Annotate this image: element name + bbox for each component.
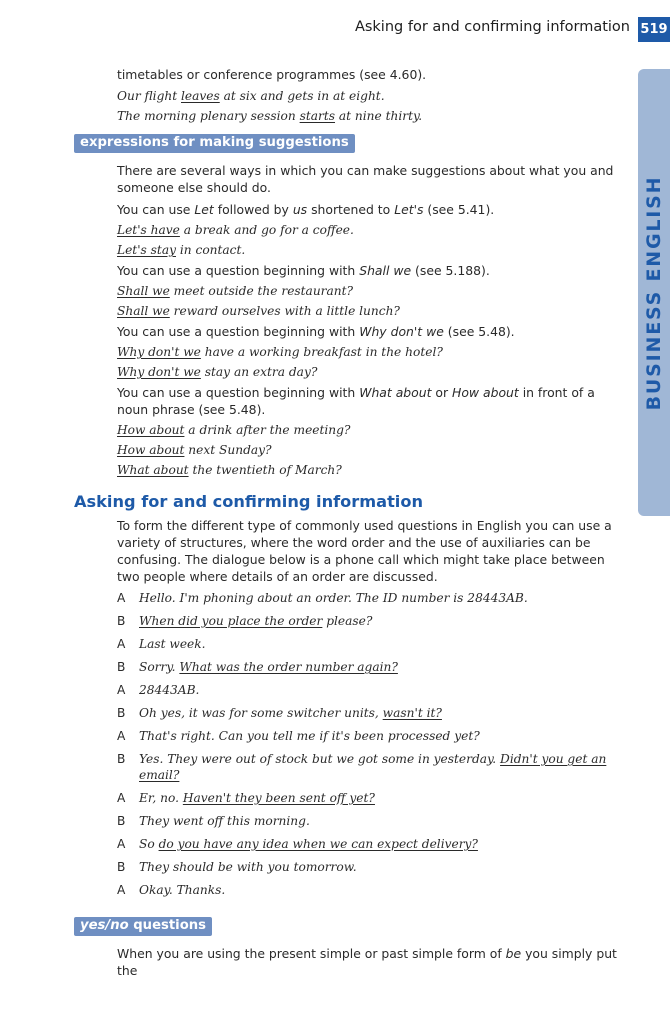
example-sentence: Shall we meet outside the restaurant?: [117, 284, 354, 298]
speaker-label: B: [117, 860, 126, 874]
speaker-label: B: [117, 660, 126, 674]
subheading-badge-suggestions: expressions for making suggestions: [74, 134, 355, 153]
running-header-title: Asking for and confirming information: [354, 19, 630, 35]
side-tab-label: BUSINESS ENGLISH: [643, 175, 665, 410]
dialogue-line: A Last week.: [117, 637, 206, 651]
example-sentence: Our flight leaves at six and gets in at eight.: [117, 89, 385, 103]
example-sentence: Let's stay in contact.: [117, 243, 246, 257]
dialogue-line: B They went off this morning.: [117, 814, 310, 828]
section-side-tab: [638, 69, 670, 516]
speaker-label: A: [117, 591, 126, 605]
dialogue-line: B When did you place the order please?: [117, 614, 373, 628]
dialogue-line: A Er, no. Haven't they been sent off yet?: [117, 791, 375, 805]
dialogue-line: A Hello. I'm phoning about an order. The ID number is 28443AB.: [117, 591, 528, 605]
example-sentence: How about a drink after the meeting?: [117, 423, 351, 437]
yes-no-paragraph: When you are using the present simple or past simple form of be you simply put the: [117, 946, 617, 978]
subheading-badge-yes-no: yes/no questions: [74, 917, 212, 936]
dialogue-line: B They should be with you tomorrow.: [117, 860, 357, 874]
rule-why-dont-we: You can use a question beginning with Why don't we (see 5.48).: [117, 324, 515, 339]
speaker-label: B: [117, 706, 126, 720]
speaker-label: A: [117, 837, 126, 851]
speaker-label: A: [117, 883, 126, 897]
continued-paragraph: timetables or conference programmes (see 4.60).: [117, 67, 427, 82]
speaker-label: A: [117, 683, 126, 697]
rule-let: You can use Let followed by us shortened to Let's (see 5.41).: [117, 202, 495, 217]
speaker-label: A: [117, 729, 126, 743]
example-sentence: Let's have a break and go for a coffee.: [117, 223, 354, 237]
speaker-label: A: [117, 637, 126, 651]
dialogue-line: A That's right. Can you tell me if it's been processed yet?: [117, 729, 480, 743]
speaker-label: A: [117, 791, 126, 805]
speaker-label: B: [117, 752, 126, 766]
example-sentence: Why don't we have a working breakfast in the hotel?: [117, 345, 443, 359]
speaker-label: B: [117, 614, 126, 628]
example-sentence: The morning plenary session starts at nine thirty.: [117, 109, 423, 123]
dialogue-line: B Oh yes, it was for some switcher units, wasn't it?: [117, 706, 442, 720]
example-sentence: What about the twentieth of March?: [117, 463, 342, 477]
dialogue-line: B Sorry. What was the order number again?: [117, 660, 398, 674]
dialogue-line: A Okay. Thanks.: [117, 883, 226, 897]
example-sentence: Shall we reward ourselves with a little lunch?: [117, 304, 400, 318]
page-number-badge: 519: [638, 17, 670, 42]
dialogue-line: A So do you have any idea when we can expect delivery?: [117, 837, 478, 851]
asking-intro: To form the different type of commonly used questions in English you can use a variety of structures, where the word order and the use of auxiliaries can be confusing. The dialogue below is a phone call which might take place between two people where details of an order are discussed.: [117, 518, 612, 584]
suggestions-intro: There are several ways in which you can make suggestions about what you and someone else should do.: [117, 163, 614, 195]
dialogue-line: B Yes. They were out of stock but we got some in yesterday. Didn't you get an email?: [117, 752, 607, 782]
section-title-asking: Asking for and confirming information: [74, 492, 424, 511]
dialogue: [0, 590, 630, 898]
dialogue-line: A 28443AB.: [117, 683, 200, 697]
main-content: [0, 66, 630, 984]
example-sentence: Why don't we stay an extra day?: [117, 365, 318, 379]
example-sentence: How about next Sunday?: [117, 443, 272, 457]
speaker-label: B: [117, 814, 126, 828]
rule-what-about: You can use a question beginning with What about or How about in front of a noun phrase (see 5.48).: [117, 385, 595, 417]
rule-shall-we: You can use a question beginning with Shall we (see 5.188).: [117, 263, 490, 278]
